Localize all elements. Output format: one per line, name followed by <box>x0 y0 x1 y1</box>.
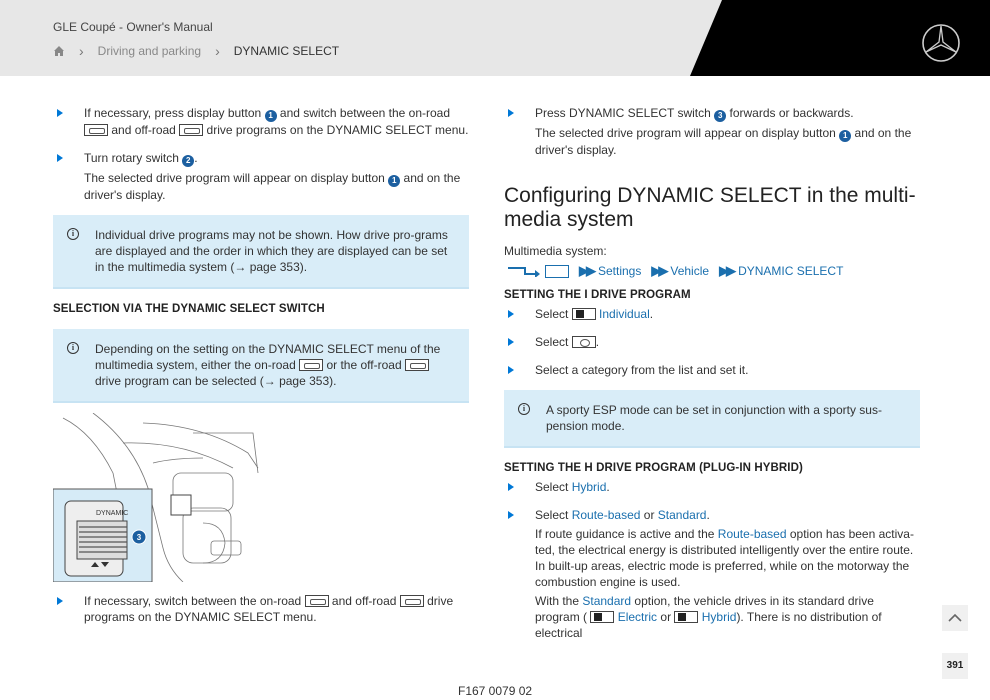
off-road-icon <box>179 124 203 136</box>
option-link[interactable]: Standard <box>657 508 707 522</box>
section-title: Configuring DYNAMIC SELECT in the multi-media system <box>504 184 916 231</box>
double-chevron-icon: ▶▶ <box>719 263 734 278</box>
section-heading: SETTING THE H DRIVE PROGRAM (PLUG-IN HYBRID) <box>504 462 803 474</box>
on-road-icon <box>305 595 329 607</box>
step-text: Select a category from the list and set it. <box>535 363 749 377</box>
hybrid-icon <box>674 611 698 623</box>
off-road-icon <box>400 595 424 607</box>
step-text: If necessary, press display button <box>84 106 262 120</box>
menu-path-item[interactable]: DYNAMIC SELECT <box>738 264 844 278</box>
electric-icon <box>590 611 614 623</box>
result-text: option, the vehicle drives in its standard drive program ( <box>535 594 874 624</box>
double-chevron-icon: ▶▶ <box>651 263 666 278</box>
chevron-up-icon <box>942 605 968 631</box>
step-text: If necessary, switch between the on-road <box>84 594 302 608</box>
option-link[interactable]: Standard <box>582 594 632 608</box>
scroll-to-top-button[interactable] <box>942 605 968 631</box>
info-icon: i <box>518 403 530 415</box>
right-column <box>504 100 920 643</box>
step-text: and off-road <box>331 594 397 608</box>
menu-path <box>507 263 920 279</box>
home-icon[interactable] <box>53 45 65 57</box>
number-1-icon: 1 <box>839 130 851 142</box>
home-button-icon <box>545 265 569 278</box>
info-icon: i <box>67 342 79 354</box>
option-link[interactable]: Hybrid <box>701 610 737 624</box>
number-1-icon: 1 <box>265 110 277 122</box>
double-chevron-icon: ▶▶ <box>579 263 593 278</box>
number-1-icon: 1 <box>388 175 400 187</box>
option-link[interactable]: Route-based <box>571 508 641 522</box>
step-bullet-icon <box>508 338 514 346</box>
dynamic-select-switch-illustration <box>53 413 261 582</box>
step-text: drive programs on the DYNAMIC SELECT menu. <box>84 594 454 624</box>
on-road-icon <box>84 124 108 136</box>
number-3-icon: 3 <box>714 110 726 122</box>
step-text: or <box>643 508 655 522</box>
result-text: or <box>660 610 672 624</box>
breadcrumb-current: DYNAMIC SELECT <box>233 44 340 58</box>
step-item: Select . <box>504 334 920 350</box>
step-text: Press DYNAMIC SELECT switch <box>535 106 711 120</box>
step-bullet-icon <box>57 109 63 117</box>
step-item <box>53 593 469 627</box>
info-note <box>504 390 920 448</box>
step-item <box>504 105 920 158</box>
step-item <box>53 105 469 138</box>
step-item: Select Individual. <box>504 306 920 322</box>
note-text: Depending on the setting on the DYNAMIC SELECT menu of the multimedia system, either the on-road <box>95 342 441 372</box>
info-icon: i <box>67 228 79 240</box>
result-text: and on the driver's display. <box>535 126 912 157</box>
step-item: Select Hybrid. <box>504 479 920 495</box>
chevron-right-icon: › <box>79 43 84 59</box>
option-link[interactable]: Individual <box>599 307 650 321</box>
option-link[interactable]: Electric <box>617 610 658 624</box>
result-text: If route guidance is active and the <box>535 527 715 541</box>
step-item: Turn rotary switch 2 . The selected drive program will appear on display button 1 and on the driver's display. <box>53 150 469 203</box>
menu-path-item[interactable]: Vehicle <box>670 264 710 278</box>
breadcrumb-item[interactable]: Driving and parking <box>97 44 202 58</box>
step-bullet-icon <box>57 597 63 605</box>
figure-code: F167 0079 02 <box>458 684 533 698</box>
step-item <box>504 362 920 378</box>
step-bullet-icon <box>508 310 514 318</box>
header-bar <box>0 0 990 76</box>
settings-icon <box>572 336 596 348</box>
figure-callout-3: 3 <box>136 533 142 542</box>
step-text: forwards or backwards. <box>729 106 854 120</box>
step-bullet-icon <box>508 511 514 519</box>
step-item: Select Route-based or Standard. If route guidance is active and the Route-based option has been activa-ted, the electrical energy is distributed intelligently over the entire route. In built-up areas, electric mode is preferred, while on the motorway the combustion engine is used. With the Standard option, the vehicle drives in its standard drive program ( Electric or Hybrid). There is no distribution of electrical <box>504 507 920 641</box>
manual-title: GLE Coupé - Owner's Manual <box>53 20 213 34</box>
note-text: or the off-road <box>326 358 402 372</box>
info-note <box>53 215 469 289</box>
result-text: With the <box>535 594 580 608</box>
mercedes-star-logo <box>921 23 961 63</box>
result-text: ). There is no distribution of electrical <box>535 610 882 640</box>
figure-dynamic-label: DYNAMIC <box>96 510 129 517</box>
chevron-right-icon: › <box>215 43 220 59</box>
step-bullet-icon <box>508 483 514 491</box>
step-text: and switch between the on-road <box>279 106 450 120</box>
step-text: Select <box>535 508 569 522</box>
step-bullet-icon <box>508 109 514 117</box>
path-arrow-icon <box>507 265 541 277</box>
individual-icon <box>572 308 596 320</box>
option-link[interactable]: Hybrid <box>571 480 607 494</box>
left-column <box>53 100 469 403</box>
on-road-icon <box>299 359 323 371</box>
menu-path-item[interactable]: Settings <box>598 264 642 278</box>
result-text: The selected drive program will appear on display button <box>84 171 385 185</box>
note-text: A sporty ESP mode can be set in conjunction with a sporty sus-pension mode. <box>546 403 882 433</box>
result-text: The selected drive program will appear on display button <box>535 126 836 140</box>
result-text: and on the driver's display. <box>84 171 461 202</box>
page-number-button[interactable]: 391 <box>942 653 968 679</box>
step-text: and off-road <box>111 123 176 137</box>
option-link[interactable]: Route-based <box>717 527 787 541</box>
step-text: Turn rotary switch <box>84 151 179 165</box>
section-heading: SETTING THE I DRIVE PROGRAM <box>504 289 691 301</box>
step-bullet-icon <box>57 154 63 162</box>
step-text: Select <box>535 480 569 494</box>
step-text: Select <box>535 335 569 349</box>
step-text: Select <box>535 307 569 321</box>
info-note <box>53 329 469 403</box>
step-text: drive programs on the DYNAMIC SELECT menu. <box>206 123 469 137</box>
step-bullet-icon <box>508 366 514 374</box>
number-2-icon: 2 <box>182 155 194 167</box>
note-text: Individual drive programs may not be shown. How drive pro-grams are displayed and the order in which they are displayed can be set in the multimedia system (→ page 353). <box>95 228 448 274</box>
off-road-icon <box>405 359 429 371</box>
section-heading: SELECTION VIA THE DYNAMIC SELECT SWITCH <box>53 303 325 315</box>
multimedia-label: Multimedia system: <box>504 244 607 258</box>
result-text: option has been activa-ted, the electrical energy is distributed intelligently over the entire route. In built-up areas, electric mode is preferred, while on the motorway the combustion engine is used. <box>535 527 914 589</box>
breadcrumb <box>53 43 339 59</box>
note-text: drive program can be selected (→ page 353). <box>95 374 337 388</box>
